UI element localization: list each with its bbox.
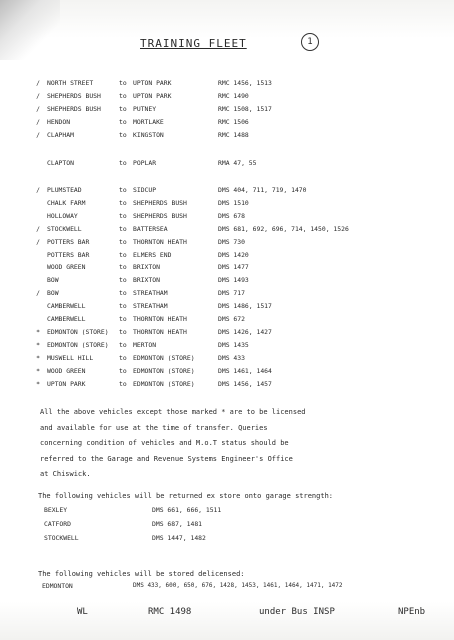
note-line: concerning condition of vehicles and M.o.T status should be xyxy=(40,439,289,447)
transfer-vehicles: DMS 672 xyxy=(218,315,245,323)
delicensed-vehicles: DMS 433, 600, 650, 676, 1428, 1453, 1461, 1464, 1471, 1472 xyxy=(133,582,343,589)
transfer-from: MUSWELL HILL xyxy=(47,353,94,362)
transfer-to-word: to xyxy=(119,250,127,259)
transfer-mark: * xyxy=(36,366,40,375)
transfer-from: WOOD GREEN xyxy=(47,366,86,375)
transfer-vehicles: DMS 433 xyxy=(218,353,245,362)
transfer-mark: / xyxy=(36,91,40,100)
transfer-destination: STREATHAM xyxy=(133,302,168,311)
transfer-from: POTTERS BAR xyxy=(47,250,90,259)
transfer-mark: / xyxy=(36,237,40,246)
transfer-from: BOW xyxy=(47,276,59,285)
transfer-destination: ELMERS END xyxy=(133,250,172,259)
transfer-to-word: to xyxy=(119,327,127,336)
transfer-mark: / xyxy=(36,130,40,139)
transfer-mark: * xyxy=(36,340,40,349)
transfer-mark: / xyxy=(36,104,40,113)
transfer-mark: * xyxy=(36,327,40,336)
transfer-from: UPTON PARK xyxy=(47,379,86,388)
returned-garage: BEXLEY xyxy=(44,506,68,514)
transfer-from: POTTERS BAR xyxy=(47,237,90,246)
transfer-from: SHEPHERDS BUSH xyxy=(47,91,101,100)
delicensed-heading: The following vehicles will be stored delicensed: xyxy=(38,570,245,578)
transfer-vehicles: DMS 404, 711, 719, 1470 xyxy=(218,186,307,194)
transfer-to-word: to xyxy=(119,340,127,349)
transfer-destination: BRIXTON xyxy=(133,263,160,272)
transfer-from: WOOD GREEN xyxy=(47,263,86,272)
transfer-vehicles: DMS 717 xyxy=(218,289,245,298)
transfer-destination: POPLAR xyxy=(133,159,157,167)
returned-vehicles: DMS 661, 666, 1511 xyxy=(152,506,222,514)
transfer-to-word: to xyxy=(119,315,127,323)
transfer-vehicles: DMS 681, 692, 696, 714, 1450, 1526 xyxy=(218,224,349,233)
transfer-to-word: to xyxy=(119,302,127,311)
transfer-destination: MERTON xyxy=(133,340,157,349)
transfer-destination: BATTERSEA xyxy=(133,224,168,233)
transfer-vehicles: DMS 1426, 1427 xyxy=(218,327,272,336)
transfer-mark: / xyxy=(36,289,40,298)
transfer-destination: STREATHAM xyxy=(133,289,168,298)
transfer-mark: / xyxy=(36,186,40,194)
note-line: at Chiswick. xyxy=(40,470,91,478)
transfer-to-word: to xyxy=(119,198,127,207)
transfer-vehicles: RMC 1456, 1513 xyxy=(218,79,272,87)
transfer-to-word: to xyxy=(119,104,127,113)
transfer-to-word: to xyxy=(119,211,127,220)
transfer-destination: THORNTON HEATH xyxy=(133,237,187,246)
transfer-destination: EDMONTON (STORE) xyxy=(133,353,195,362)
transfer-vehicles: DMS 678 xyxy=(218,211,245,220)
transfer-destination: KINGSTON xyxy=(133,130,164,139)
transfer-vehicles: DMS 1493 xyxy=(218,276,249,285)
transfer-destination: MORTLAKE xyxy=(133,117,164,126)
returned-garage: CATFORD xyxy=(44,520,71,528)
transfer-destination: THORNTON HEATH xyxy=(133,315,187,323)
transfer-destination: BRIXTON xyxy=(133,276,160,285)
transfer-vehicles: DMS 730 xyxy=(218,237,245,246)
transfer-vehicles: RMC 1490 xyxy=(218,91,249,100)
transfer-to-word: to xyxy=(119,186,127,194)
transfer-destination: SIDCUP xyxy=(133,186,157,194)
transfer-vehicles: DMS 1477 xyxy=(218,263,249,272)
transfer-from: NORTH STREET xyxy=(47,79,94,87)
transfer-from: EDMONTON (STORE) xyxy=(47,327,109,336)
transfer-from: CLAPTON xyxy=(47,159,74,167)
signature-rmc: RMC 1498 xyxy=(148,607,192,617)
transfer-to-word: to xyxy=(119,379,127,388)
transfer-from: CHALK FARM xyxy=(47,198,86,207)
transfer-vehicles: RMC 1508, 1517 xyxy=(218,104,272,113)
transfer-destination: SHEPHERDS BUSH xyxy=(133,198,187,207)
signature-inspector: under Bus INSP xyxy=(259,607,335,617)
transfer-destination: UPTON PARK xyxy=(133,79,172,87)
transfer-to-word: to xyxy=(119,353,127,362)
transfer-mark: * xyxy=(36,353,40,362)
transfer-from: SHEPHERDS BUSH xyxy=(47,104,101,113)
transfer-vehicles: DMS 1435 xyxy=(218,340,249,349)
transfer-from: CAMBERWELL xyxy=(47,302,86,311)
transfer-from: STOCKWELL xyxy=(47,224,82,233)
transfer-vehicles: RMC 1488 xyxy=(218,130,249,139)
transfer-to-word: to xyxy=(119,79,127,87)
transfer-to-word: to xyxy=(119,130,127,139)
transfer-to-word: to xyxy=(119,366,127,375)
returned-vehicles: DMS 687, 1481 xyxy=(152,520,203,528)
transfer-destination: SHEPHERDS BUSH xyxy=(133,211,187,220)
note-line: All the above vehicles except those marked * are to be licensed xyxy=(40,408,306,416)
signature-npenb: NPEnb xyxy=(398,607,426,617)
page-title: TRAINING FLEET xyxy=(140,37,247,50)
transfer-to-word: to xyxy=(119,224,127,233)
transfer-vehicles: DMS 1420 xyxy=(218,250,249,259)
transfer-vehicles: DMS 1486, 1517 xyxy=(218,302,272,311)
transfer-destination: EDMONTON (STORE) xyxy=(133,366,195,375)
transfer-from: PLUMSTEAD xyxy=(47,186,82,194)
transfer-from: HOLLOWAY xyxy=(47,211,78,220)
transfer-to-word: to xyxy=(119,117,127,126)
transfer-destination: THORNTON HEATH xyxy=(133,327,187,336)
returned-heading: The following vehicles will be returned ex store onto garage strength: xyxy=(38,492,334,500)
transfer-from: CLAPHAM xyxy=(47,130,74,139)
transfer-to-word: to xyxy=(119,289,127,298)
transfer-vehicles: DMS 1461, 1464 xyxy=(218,366,272,375)
scan-corner-shadow xyxy=(0,0,60,60)
transfer-to-word: to xyxy=(119,159,127,167)
transfer-mark: / xyxy=(36,224,40,233)
transfer-to-word: to xyxy=(119,237,127,246)
transfer-from: EDMONTON (STORE) xyxy=(47,340,109,349)
transfer-vehicles: DMS 1456, 1457 xyxy=(218,379,272,388)
note-line: and available for use at the time of transfer. Queries xyxy=(40,423,268,432)
transfer-to-word: to xyxy=(119,276,127,285)
transfer-vehicles: RMC 1506 xyxy=(218,117,249,126)
transfer-vehicles: DMS 1510 xyxy=(218,198,249,207)
transfer-destination: EDMONTON (STORE) xyxy=(133,379,195,388)
transfer-mark: / xyxy=(36,79,40,87)
signature-initials: WL xyxy=(77,607,88,617)
transfer-from: HENDON xyxy=(47,117,71,126)
note-line: referred to the Garage and Revenue Systems Engineer's Office xyxy=(40,454,293,463)
page-number-circle: 1 xyxy=(301,33,319,51)
transfer-vehicles: RMA 47, 55 xyxy=(218,159,257,167)
transfer-from: CAMBERWELL xyxy=(47,315,86,323)
returned-garage: STOCKWELL xyxy=(44,534,79,542)
returned-vehicles: DMS 1447, 1482 xyxy=(152,534,206,542)
transfer-to-word: to xyxy=(119,91,127,100)
transfer-from: BOW xyxy=(47,289,59,298)
transfer-to-word: to xyxy=(119,263,127,272)
transfer-destination: PUTNEY xyxy=(133,104,157,113)
delicensed-garage: EDMONTON xyxy=(42,582,73,590)
transfer-destination: UPTON PARK xyxy=(133,91,172,100)
transfer-mark: * xyxy=(36,379,40,388)
transfer-mark: / xyxy=(36,117,40,126)
